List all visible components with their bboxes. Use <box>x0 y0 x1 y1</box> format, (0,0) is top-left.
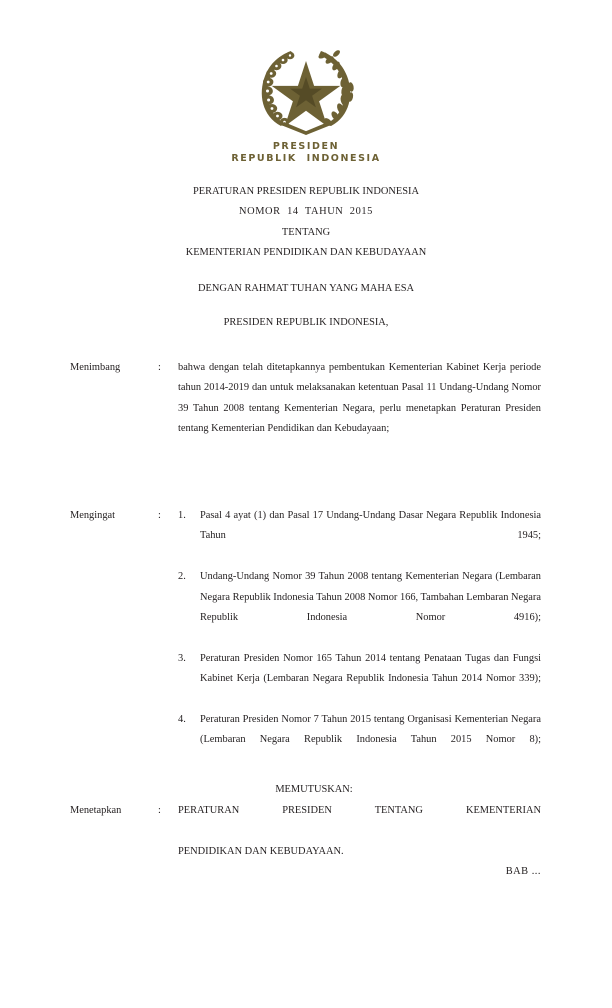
list-item <box>178 506 541 567</box>
list-item-number: 3. <box>178 652 186 664</box>
menimbang-colon: : <box>158 362 161 373</box>
list-item-number: 4. <box>178 714 186 726</box>
menimbang-label: Menimbang <box>70 362 121 373</box>
menetapkan-clause <box>70 801 541 862</box>
menimbang-body <box>178 358 541 440</box>
page-continuation-note <box>0 862 541 882</box>
mengingat-list <box>178 506 541 771</box>
mengingat-colon: : <box>158 510 161 521</box>
mengingat-label: Mengingat <box>70 510 116 521</box>
blessing-line: DENGAN RAHMAT TUHAN YANG MAHA ESA <box>198 283 414 294</box>
list-item-text: Pasal 4 ayat (1) dan Pasal 17 Undang-Undang Dasar Negara Republik Indonesia Tahun 1945; <box>200 510 541 542</box>
memutuskan-heading-block <box>0 780 612 800</box>
menetapkan-body <box>178 801 541 862</box>
emblem-caption <box>0 141 612 164</box>
mengingat-clause <box>70 506 541 771</box>
list-item-text: Peraturan Presiden Nomor 7 Tahun 2015 tentang Organisasi Kementerian Negara (Lembaran Negara Republik Indonesia Tahun 2015 Nomor 8); <box>200 714 541 746</box>
indonesian-presidential-seal-icon <box>250 44 362 136</box>
emblem-caption-line-1: PRESIDEN <box>272 141 340 152</box>
list-item <box>178 649 541 710</box>
emblem-caption-line-2: REPUBLIK INDONESIA <box>231 152 381 164</box>
list-item-number: 2. <box>178 571 186 583</box>
list-item-number: 1. <box>178 510 186 521</box>
menetapkan-line-1: PERATURAN PRESIDEN TENTANG KEMENTERIAN <box>178 805 541 816</box>
list-item-text: Peraturan Presiden Nomor 165 Tahun 2014 tentang Penataan Tugas dan Fungsi Kabinet Kerja (Lembaran Negara Republik Indonesia Tahun 2014 Nomor 339); <box>200 652 541 685</box>
presidential-emblem-block <box>0 44 612 164</box>
menetapkan-label: Menetapkan <box>70 805 122 816</box>
menetapkan-line-2: PENDIDIKAN DAN KEBUDAYAAN. <box>178 845 344 857</box>
list-item <box>178 710 541 771</box>
preamble-spacer <box>0 299 612 313</box>
title-line-subject: KEMENTERIAN PENDIDIKAN DAN KEBUDAYAAN <box>185 247 427 259</box>
title-line-number-year: NOMOR 14 TAHUN 2015 <box>239 206 373 218</box>
list-item <box>178 567 541 649</box>
title-line-tentang: TENTANG <box>281 226 331 238</box>
mengingat-body <box>178 506 541 771</box>
menetapkan-colon: : <box>158 805 161 816</box>
memutuskan-heading: MEMUTUSKAN: <box>275 784 353 795</box>
continuation-label: BAB ... <box>505 866 541 877</box>
menimbang-text: bahwa dengan telah ditetapkannya pembentukan Kementerian Kabinet Kerja periode tahun 2014-2019 dan untuk melaksanakan ketentuan Pasal 11 Undang-Undang Nomor 39 Tahun 2008 tentang Kementerian Negara, perlu menetapkan Peraturan Presiden tentang Kementerian Pendidikan dan Kebudayaan; <box>178 362 541 435</box>
menimbang-clause <box>70 358 541 440</box>
authority-line: PRESIDEN REPUBLIK INDONESIA, <box>223 317 389 328</box>
list-item-text: Undang-Undang Nomor 39 Tahun 2008 tentang Kementerian Negara (Lembaran Negara Republik Indonesia Tahun 2008 Nomor 166, Tambahan Lembaran Negara Republik Indonesia Nomor 4916); <box>200 571 541 624</box>
document-title-block <box>0 182 612 264</box>
title-line-regulation: PERATURAN PRESIDEN REPUBLIK INDONESIA <box>192 186 419 197</box>
preamble-block <box>0 279 612 333</box>
